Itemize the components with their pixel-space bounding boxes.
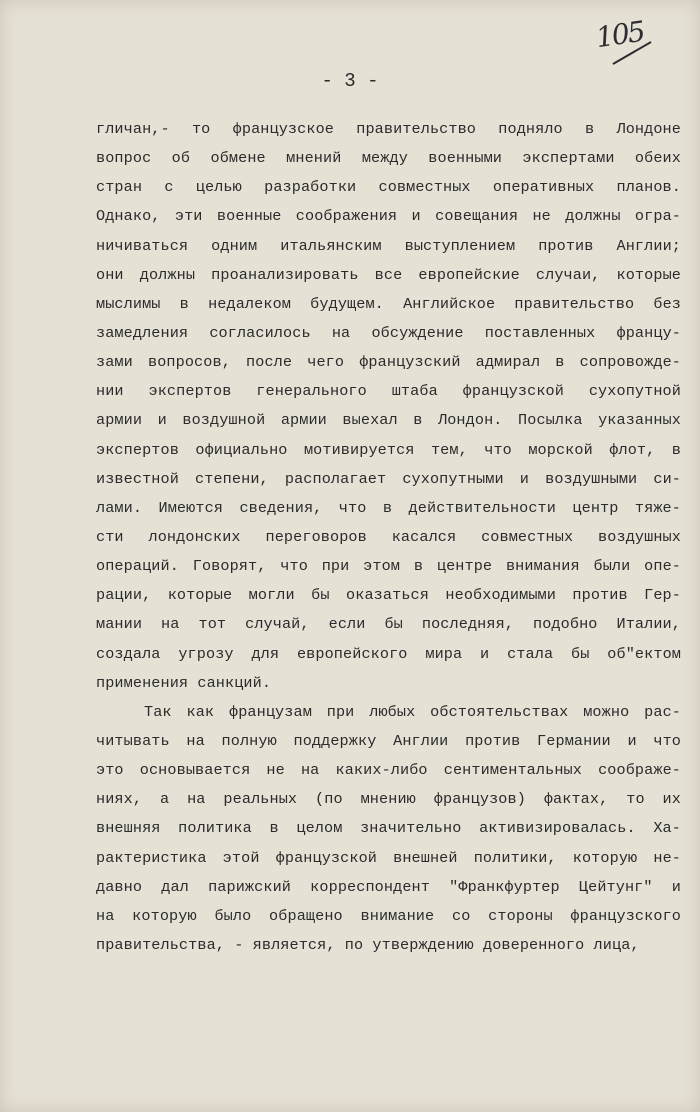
paragraph-2 [96,698,681,960]
text-line: гличан,- то французское правительство подняло в Лондоне [96,120,681,138]
text-line: применения санкций. [96,673,272,692]
text-line: зами вопросов, после чего французский адмирал в сопровожде- [96,353,681,372]
text-line: вопрос об обмене мнений между военными экспертами обеих [96,149,681,168]
text-line: давно дал парижский корреспондент "Франкфуртер Цейтунг" и [96,877,681,896]
handwritten-folio [593,14,656,64]
text-line: на которую было обращено внимание со стороны французского [96,906,681,925]
text-line: замедления согласилось на обсуждение поставленных францу- [96,323,681,342]
paragraph-1 [96,115,681,698]
text-line: экспертов официально мотивируется тем, что морской флот, в [96,440,681,459]
text-line: рации, которые могли бы оказаться необходимыми против Гер- [96,586,681,605]
text-line: рактеристика этой французской внешней политики, которую не- [96,848,681,867]
text-line: они должны проанализировать все европейские случаи, которые [96,265,681,284]
text-line: читывать на полную поддержку Англии против Германии и что [96,731,681,750]
text-line: операций. Говорят, что при этом в центре внимания были опе- [96,557,681,576]
text-line: правительства, - является, по утверждению доверенного лица, [96,935,640,954]
text-line: это основывается не на каких-либо сентиментальных соображе- [96,761,681,780]
text-line: ниях, а на реальных (по мнению французов) фактах, то их [96,790,681,809]
text-line: ничиваться одним итальянским выступлением против Англии; [96,236,681,255]
text-line: мыслимы в недалеком будущем. Английское правительство без [96,294,681,313]
text-line: Однако, эти военные соображения и совещания не должны огра- [96,207,681,226]
text-line: сти лондонских переговоров касался совместных воздушных [96,527,681,546]
text-line: нии экспертов генерального штаба французской сухопутной [96,382,681,401]
text-line: известной степени, располагает сухопутными и воздушными си- [96,469,681,488]
folio-number: 105 [593,14,646,55]
typewritten-body [96,115,681,960]
text-line: Так как французам при любых обстоятельствах можно рас- [144,702,681,721]
text-line: армии и воздушной армии выехал в Лондон. Посылка указанных [96,411,681,430]
text-line: лами. Имеются сведения, что в действительности центр тяже- [96,498,681,517]
text-line: создала угрозу для европейского мира и стала бы об"ектом [96,644,681,663]
page-number: - 3 - [321,70,379,92]
text-line: стран с целью разработки совместных оперативных планов. [96,178,681,197]
text-line: мании на тот случай, если бы последняя, подобно Италии, [96,615,681,634]
text-line: внешняя политика в целом значительно активизировалась. Ха- [96,819,681,838]
